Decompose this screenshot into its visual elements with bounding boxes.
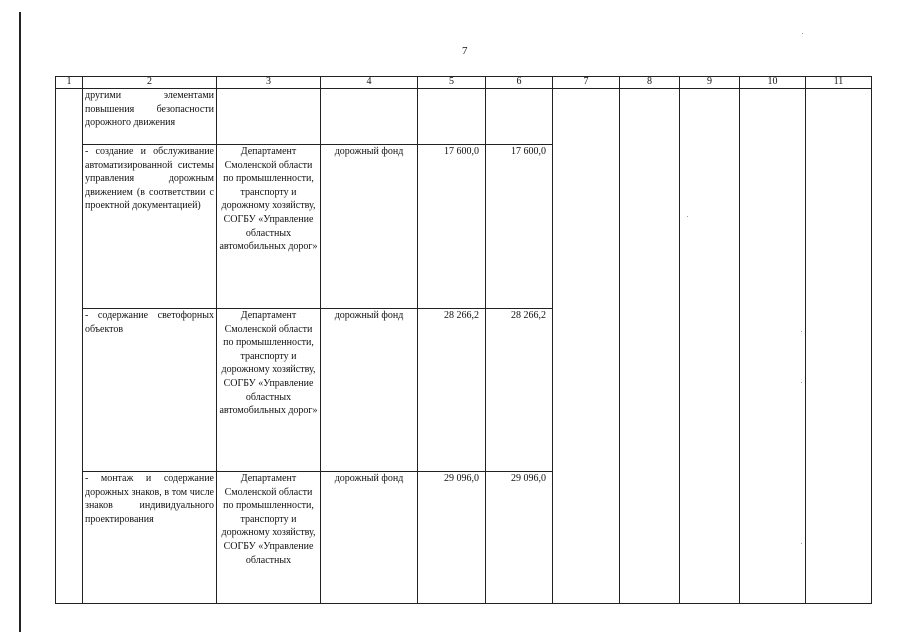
empty-cell	[321, 89, 418, 145]
executor-cell: Департамент Смоленской области по промышленности, транспорту и дорожному хозяйству, СОГБУ «Управление областных автомобильных дорог»	[217, 145, 321, 309]
total-amount-cell: 29 096,0	[418, 472, 486, 604]
empty-cell	[217, 89, 321, 145]
column-number: 5	[418, 77, 486, 89]
column-number: 11	[806, 77, 872, 89]
empty-cell	[806, 89, 872, 604]
column-number: 9	[680, 77, 740, 89]
column-number: 2	[83, 77, 217, 89]
measure-description: - содержание светофорных объектов	[83, 309, 217, 472]
row-number-cell	[56, 89, 83, 604]
empty-cell	[486, 89, 553, 145]
column-number-row	[56, 77, 872, 89]
measure-description: - создание и обслуживание автоматизированной системы управления дорожным движением (в соответствии с проектной документацией)	[83, 145, 217, 309]
empty-cell	[553, 89, 620, 604]
column-number: 7	[553, 77, 620, 89]
funding-source-cell: дорожный фонд	[321, 145, 418, 309]
total-amount-cell: 17 600,0	[418, 145, 486, 309]
year-amount-cell: 28 266,2	[486, 309, 553, 472]
empty-cell	[418, 89, 486, 145]
column-number: 10	[740, 77, 806, 89]
column-number: 3	[217, 77, 321, 89]
total-amount-cell: 28 266,2	[418, 309, 486, 472]
year-amount-cell: 29 096,0	[486, 472, 553, 604]
column-number: 8	[620, 77, 680, 89]
measure-description: другими элементами повышения безопасности дорожного движения	[83, 89, 217, 145]
measure-description: - монтаж и содержание дорожных знаков, в том числе знаков индивидуального проектирования	[83, 472, 217, 604]
empty-cell	[680, 89, 740, 604]
table-row	[56, 89, 872, 145]
page-number: 7	[462, 45, 468, 57]
binding-margin-line	[19, 12, 21, 632]
funding-source-cell: дорожный фонд	[321, 309, 418, 472]
program-measures-table	[55, 76, 872, 604]
empty-cell	[620, 89, 680, 604]
funding-source-cell: дорожный фонд	[321, 472, 418, 604]
column-number: 4	[321, 77, 418, 89]
year-amount-cell: 17 600,0	[486, 145, 553, 309]
scan-speck	[802, 33, 803, 34]
executor-cell: Департамент Смоленской области по промышленности, транспорту и дорожному хозяйству, СОГБУ «Управление областных	[217, 472, 321, 604]
column-number: 1	[56, 77, 83, 89]
empty-cell	[740, 89, 806, 604]
executor-cell: Департамент Смоленской области по промышленности, транспорту и дорожному хозяйству, СОГБУ «Управление областных автомобильных дорог»	[217, 309, 321, 472]
column-number: 6	[486, 77, 553, 89]
